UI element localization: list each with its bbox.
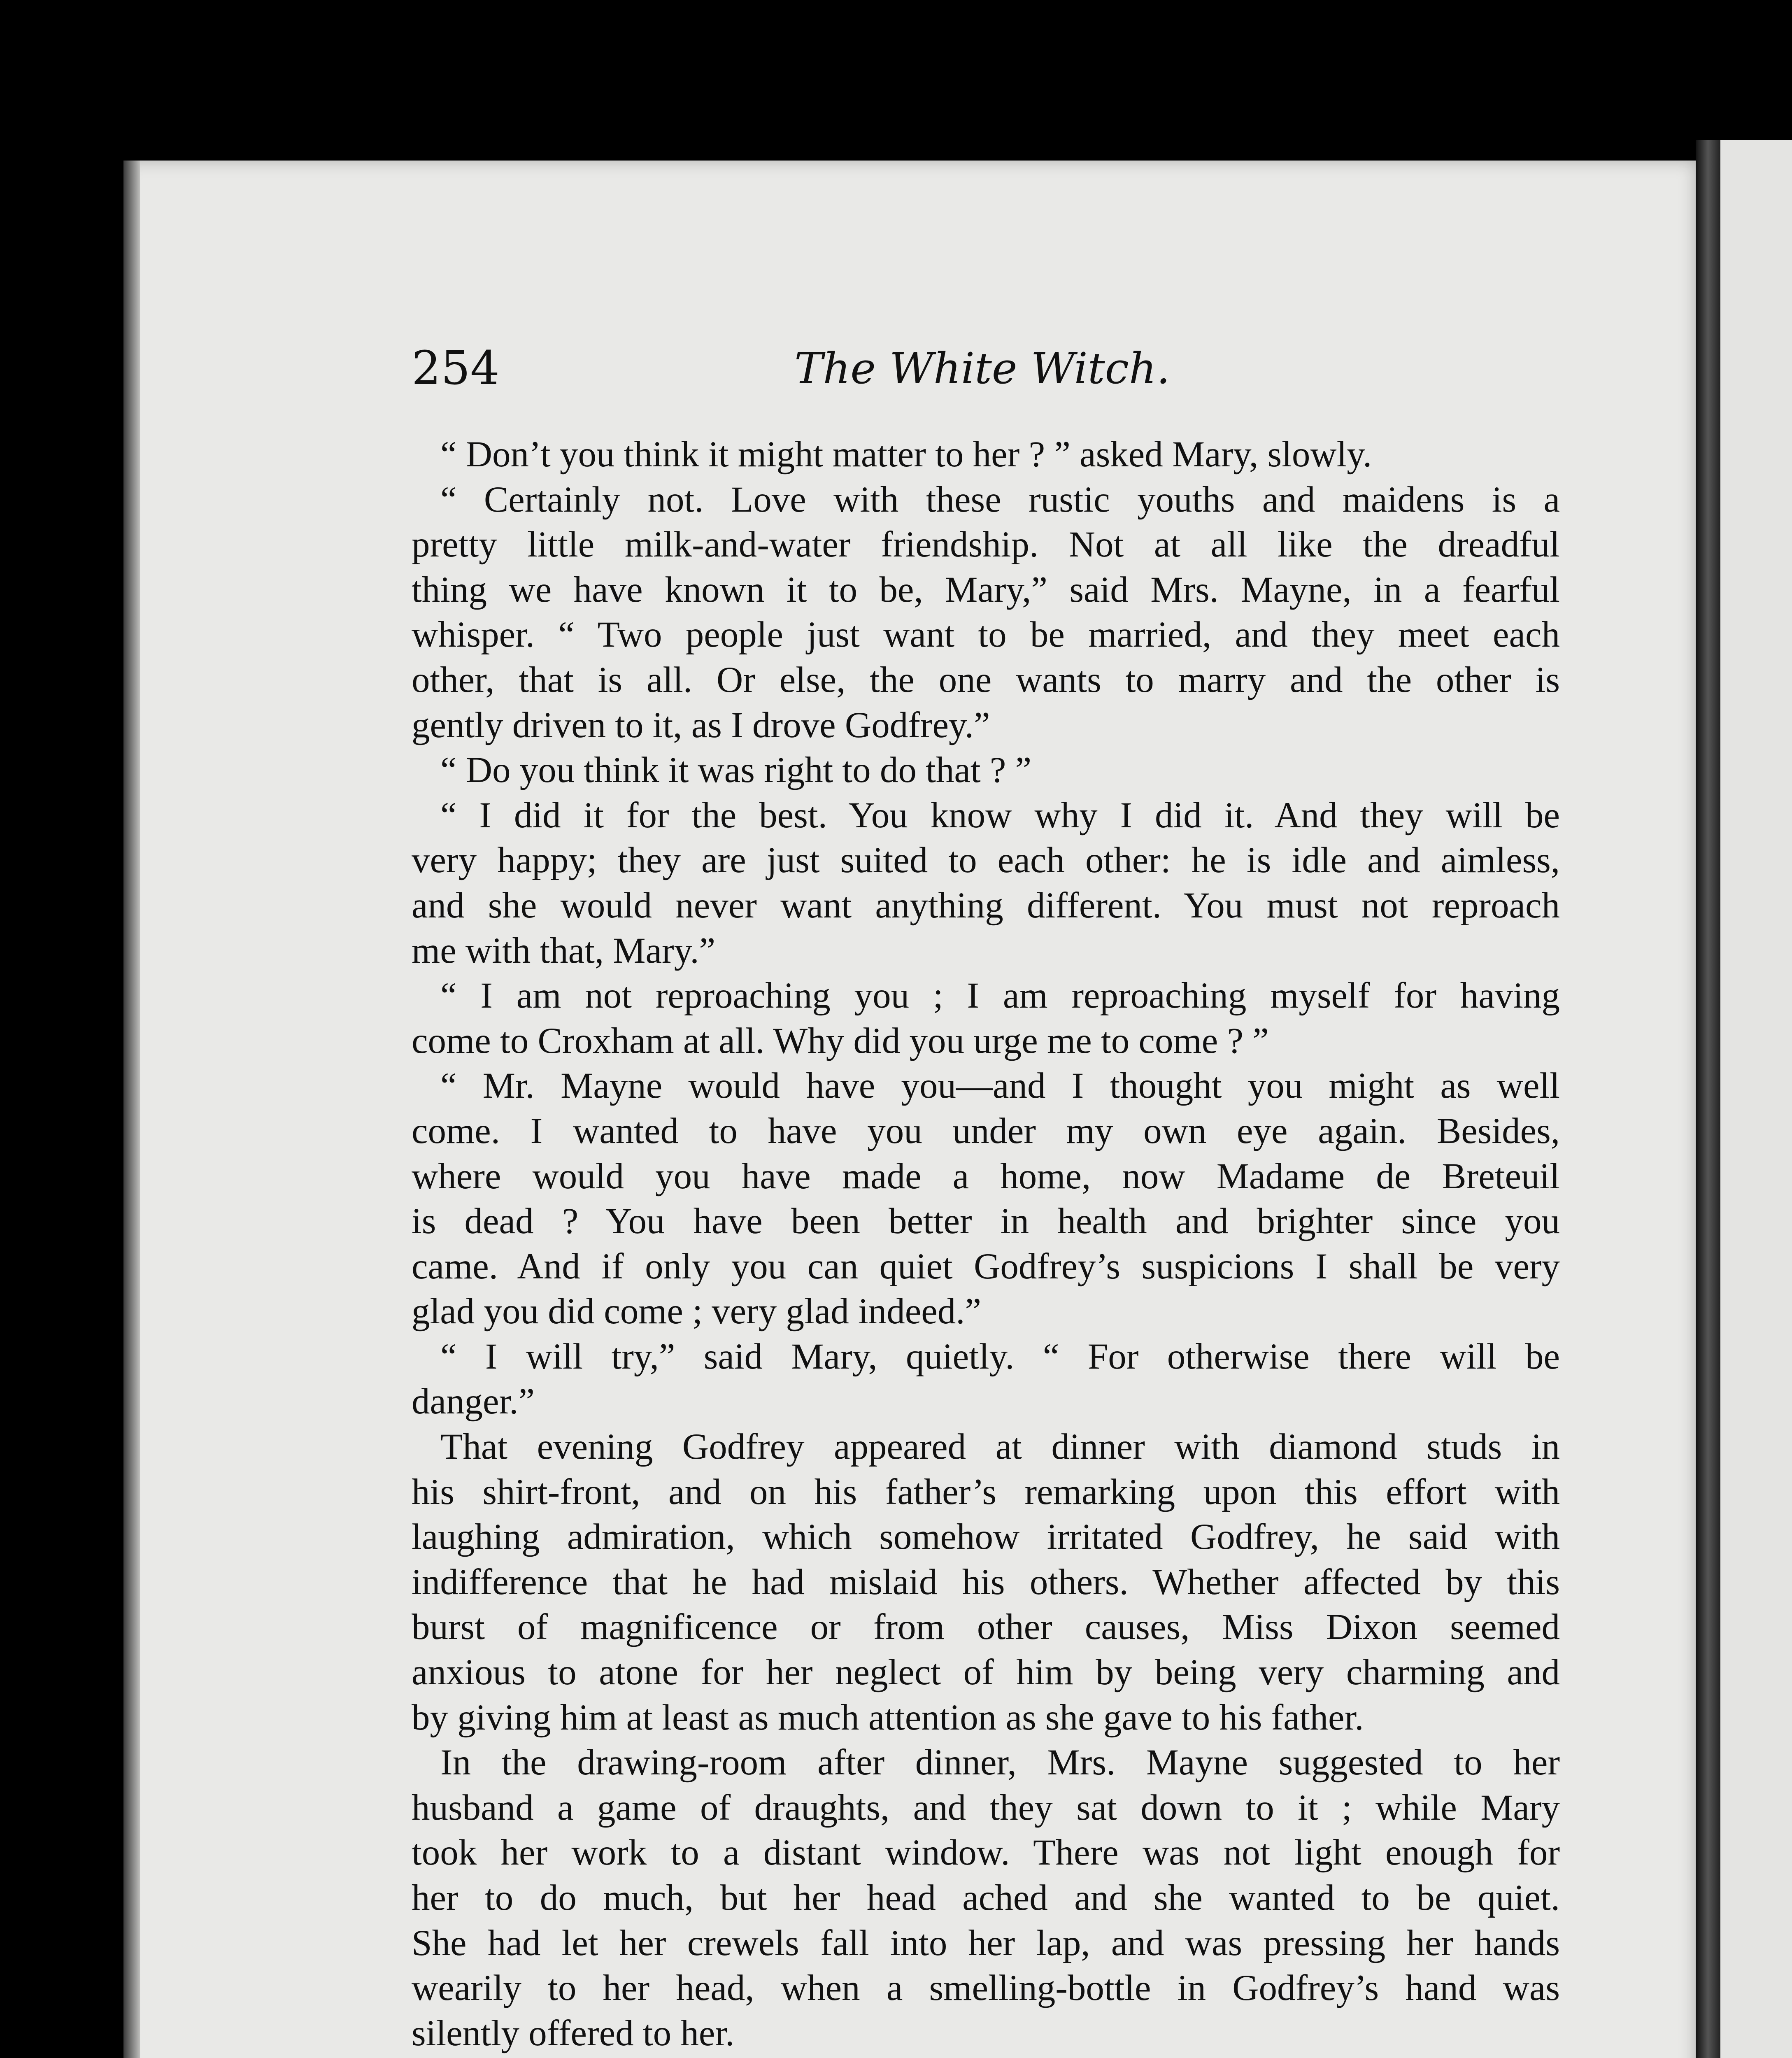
text-line: She had let her crewels fall into her lap, and was pressing her hands bbox=[412, 1923, 1560, 1963]
text-line: burst of magnificence or from other causes, Miss Dixon seemed bbox=[412, 1607, 1560, 1648]
page-fold-shadow bbox=[1696, 140, 1720, 2058]
text-line: come to Croxham at all. Why did you urge me to come ? ” bbox=[412, 1020, 1269, 1061]
running-title: The White Witch. bbox=[794, 343, 1170, 393]
text-line: is dead ? You have been better in health and brighter since you bbox=[412, 1201, 1560, 1242]
text-line: “ Don’t you think it might matter to her ? ” asked Mary, slowly. bbox=[440, 434, 1372, 475]
text-line: “ I did it for the best. You know why I did it. And they will be bbox=[440, 795, 1560, 836]
text-line: That evening Godfrey appeared at dinner with diamond studs in bbox=[440, 1427, 1560, 1467]
text-line: thing we have known it to be, Mary,” said Mrs. Mayne, in a fearful bbox=[412, 569, 1560, 610]
page-header bbox=[412, 338, 1646, 399]
text-line: “ Certainly not. Love with these rustic youths and maidens is a bbox=[440, 479, 1560, 520]
text-line: wearily to her head, when a smelling-bottle in Godfrey’s hand was bbox=[412, 1968, 1560, 2009]
text-line: took her work to a distant window. There was not light enough for bbox=[412, 1832, 1560, 1873]
text-line: came. And if only you can quiet Godfrey’s suspicions I shall be very bbox=[412, 1246, 1560, 1287]
text-line: “ Mr. Mayne would have you—and I thought you might as well bbox=[440, 1066, 1560, 1106]
text-line: whisper. “ Two people just want to be married, and they meet each bbox=[412, 615, 1560, 655]
text-line: gently driven to it, as I drove Godfrey.” bbox=[412, 705, 990, 745]
text-line: danger.” bbox=[412, 1381, 535, 1422]
text-line: and she would never want anything different. You must not reproach bbox=[412, 885, 1560, 926]
text-line: laughing admiration, which somehow irritated Godfrey, he said with bbox=[412, 1517, 1560, 1557]
text-line: “ I am not reproaching you ; I am reproaching myself for having bbox=[440, 975, 1560, 1016]
text-line: by giving him at least as much attention as she gave to his father. bbox=[412, 1697, 1364, 1738]
text-line: husband a game of draughts, and they sat down to it ; while Mary bbox=[412, 1787, 1560, 1828]
page-number: 254 bbox=[412, 342, 500, 395]
text-line: where would you have made a home, now Madame de Breteuil bbox=[412, 1156, 1560, 1197]
text-line: come. I wanted to have you under my own eye again. Besides, bbox=[412, 1110, 1560, 1151]
text-line: her to do much, but her head ached and she wanted to be quiet. bbox=[412, 1878, 1560, 1918]
text-line: anxious to atone for her neglect of him by being very charming and bbox=[412, 1652, 1560, 1693]
text-line bbox=[412, 2056, 1560, 2058]
text-line: “ I will try,” said Mary, quietly. “ For otherwise there will be bbox=[440, 1336, 1560, 1377]
text-line: “ Do you think it was right to do that ? ” bbox=[440, 750, 1032, 791]
text-line: other, that is all. Or else, the one wants to marry and the other is bbox=[412, 659, 1560, 700]
text-line: very happy; they are just suited to each other: he is idle and aimless, bbox=[412, 840, 1560, 881]
page-gutter bbox=[123, 161, 140, 2058]
text-line: glad you did come ; very glad indeed.” bbox=[412, 1291, 982, 1332]
text-line: silently offered to her. bbox=[412, 2013, 735, 2053]
text-line: me with that, Mary.” bbox=[412, 930, 716, 971]
text-line: his shirt-front, and on his father’s remarking upon this effort with bbox=[412, 1471, 1560, 1512]
text-line: indifference that he had mislaid his others. Whether affected by this bbox=[412, 1562, 1560, 1602]
text-line: In the drawing-room after dinner, Mrs. Mayne suggested to her bbox=[440, 1742, 1560, 1783]
body-text bbox=[412, 432, 1560, 2058]
text-line: pretty little milk-and-water friendship. Not at all like the dreadful bbox=[412, 524, 1560, 565]
facing-page-edge bbox=[1708, 140, 1792, 2058]
